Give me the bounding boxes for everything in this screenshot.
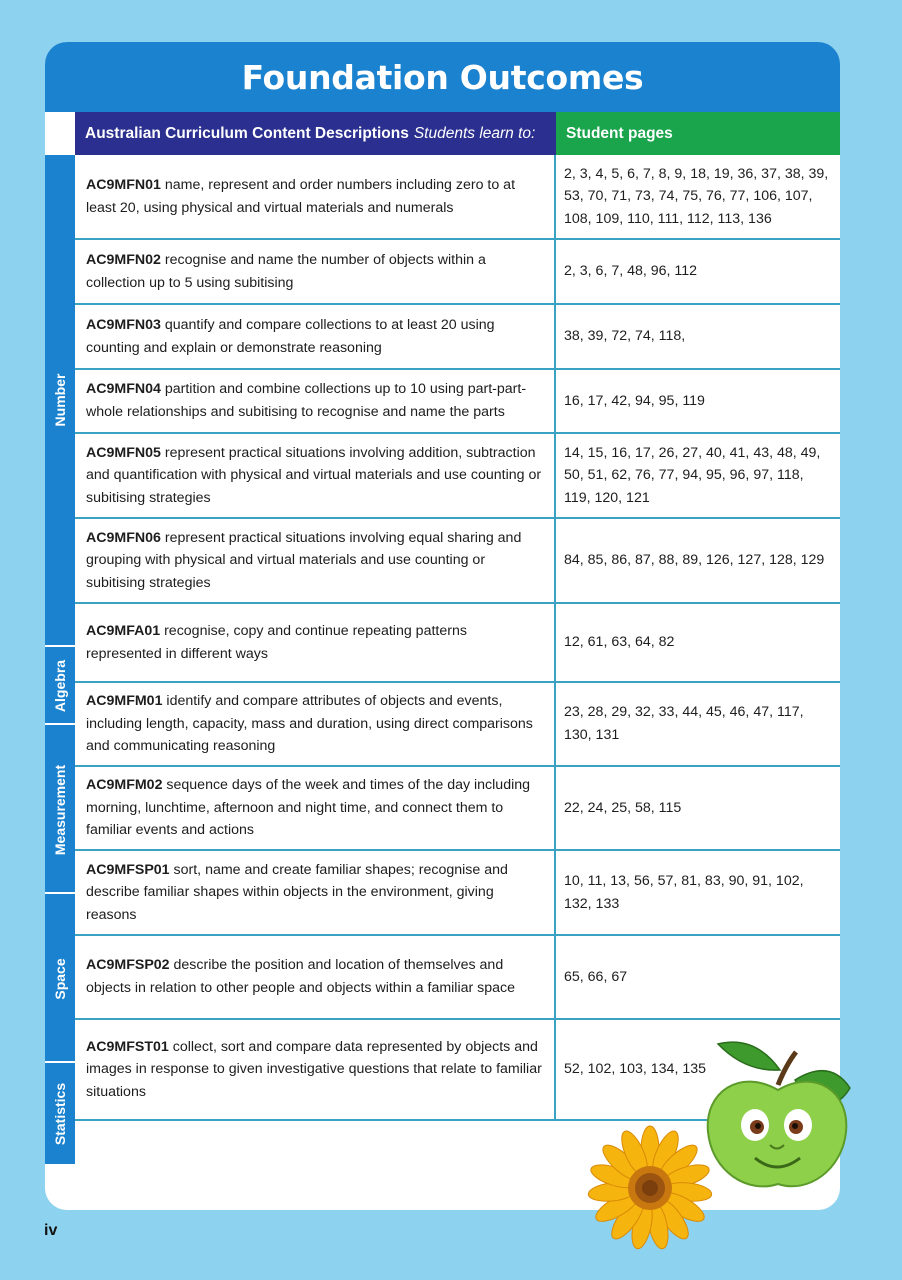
description-cell	[75, 683, 556, 765]
header-desc-title: Australian Curriculum Content Descriptions	[85, 124, 409, 142]
description-cell	[75, 936, 556, 1018]
strand-measurement	[45, 723, 75, 894]
strand-label: Number	[52, 373, 68, 427]
header-student-pages: Student pages	[556, 112, 840, 155]
description-cell	[75, 240, 556, 303]
page-title: Foundation Outcomes	[45, 42, 840, 112]
strand-label: Algebra	[52, 659, 68, 713]
outcome-text: recognise and name the number of objects within a collection up to 5 using subitising	[86, 251, 486, 291]
table-row	[75, 240, 840, 305]
description-cell	[75, 370, 556, 432]
strand-algebra	[45, 645, 75, 725]
outcome-text: partition and combine collections up to 10 using part-part-whole relationships and subitising to recognise and name the parts	[86, 381, 527, 420]
table-row	[75, 305, 840, 370]
description-cell	[75, 519, 556, 602]
sunflower-illustration	[585, 1125, 715, 1255]
pages-cell: 65, 66, 67	[564, 968, 628, 985]
outcome-text: sequence days of the week and times of the day including morning, lunchtime, afternoon and night time, and connect them to familiar events and actions	[86, 777, 531, 839]
description-cell	[75, 851, 556, 934]
outcome-code: AC9MFN03	[86, 316, 161, 333]
description-cell	[75, 434, 556, 517]
outcome-text: collect, sort and compare data represented by objects and images in response to given investigative questions that relate to familiar situations	[86, 1038, 542, 1100]
table-row	[75, 851, 840, 936]
outcome-code: AC9MFN04	[86, 381, 161, 398]
outcome-code: AC9MFM02	[86, 777, 163, 794]
outcome-text: quantify and compare collections to at least 20 using counting and explain or demonstrate reasoning	[86, 316, 495, 356]
description-cell	[75, 1020, 556, 1119]
strand-label: Statistics	[52, 1082, 68, 1145]
table-row	[75, 434, 840, 519]
pages-cell: 2, 3, 6, 7, 48, 96, 112	[564, 263, 698, 280]
description-cell	[75, 604, 556, 681]
strand-number	[45, 155, 75, 645]
pages-cell: 52, 102, 103, 134, 135	[564, 1061, 706, 1078]
outcome-text: describe the position and location of themselves and objects in relation to other people and objects within a familiar space	[86, 957, 516, 996]
table-row	[75, 683, 840, 767]
strand-label: Measurement	[52, 764, 68, 855]
outcome-text: represent practical situations involving equal sharing and grouping with physical and virtual materials and use counting or subitising strategies	[86, 529, 522, 591]
pages-cell: 2, 3, 4, 5, 6, 7, 8, 9, 18, 19, 36, 37, 38, 39, 53, 70, 71, 73, 74, 75, 76, 77, 106, 107, 108, 109, 110, 111, 112, 113, 136	[564, 165, 829, 227]
description-cell	[75, 305, 556, 368]
description-cell	[75, 767, 556, 849]
outcome-code: AC9MFN05	[86, 444, 161, 461]
strand-statistics	[45, 1061, 75, 1164]
header-desc-subtitle: Students learn to:	[413, 124, 536, 142]
description-cell	[75, 155, 556, 238]
table-row	[75, 370, 840, 434]
outcome-text: sort, name and create familiar shapes; recognise and describe familiar shapes within objects in the environment, giving reasons	[86, 861, 508, 923]
page-number: iv	[44, 1222, 58, 1239]
pages-cell: 22, 24, 25, 58, 115	[564, 799, 682, 816]
outcome-text: identify and compare attributes of objects and events, including length, capacity, mass and duration, using direct comparisons and communicating reasoning	[86, 693, 533, 755]
outcome-code: AC9MFSP01	[86, 861, 170, 878]
table-row	[75, 936, 840, 1020]
strand-label: Space	[52, 957, 68, 1000]
pages-cell: 23, 28, 29, 32, 33, 44, 45, 46, 47, 117, 130, 131	[564, 704, 804, 743]
outcome-code: AC9MFSP02	[86, 957, 170, 974]
table-row	[75, 604, 840, 683]
table-row	[75, 767, 840, 851]
header-descriptions	[75, 112, 556, 155]
pages-cell: 16, 17, 42, 94, 95, 119	[564, 392, 705, 409]
pages-cell: 14, 15, 16, 17, 26, 27, 40, 41, 43, 48, 49, 50, 51, 62, 76, 77, 94, 95, 96, 97, 118, 119, 120, 121	[564, 444, 821, 506]
pages-cell: 12, 61, 63, 64, 82	[564, 634, 675, 651]
pages-cell: 38, 39, 72, 74, 118,	[564, 328, 686, 345]
outcome-text: recognise, copy and continue repeating patterns represented in different ways	[86, 622, 467, 662]
outcome-text: name, represent and order numbers including zero to at least 20, using physical and virtual materials and numerals	[86, 176, 516, 216]
outcome-code: AC9MFN01	[86, 176, 161, 193]
pages-cell: 10, 11, 13, 56, 57, 81, 83, 90, 91, 102, 132, 133	[564, 872, 804, 912]
table-row	[75, 155, 840, 240]
table-row	[75, 519, 840, 604]
strand-space	[45, 892, 75, 1063]
outcome-text: represent practical situations involving addition, subtraction and quantification with physical and virtual materials and use counting or subitising strategies	[86, 444, 542, 506]
outcome-code: AC9MFST01	[86, 1038, 169, 1055]
pages-cell: 84, 85, 86, 87, 88, 89, 126, 127, 128, 129	[564, 552, 825, 569]
apple-character-illustration	[700, 1030, 855, 1200]
outcome-code: AC9MFA01	[86, 622, 161, 639]
outcome-code: AC9MFN06	[86, 529, 161, 546]
outcome-code: AC9MFM01	[86, 693, 163, 710]
outcome-code: AC9MFN02	[86, 251, 161, 268]
